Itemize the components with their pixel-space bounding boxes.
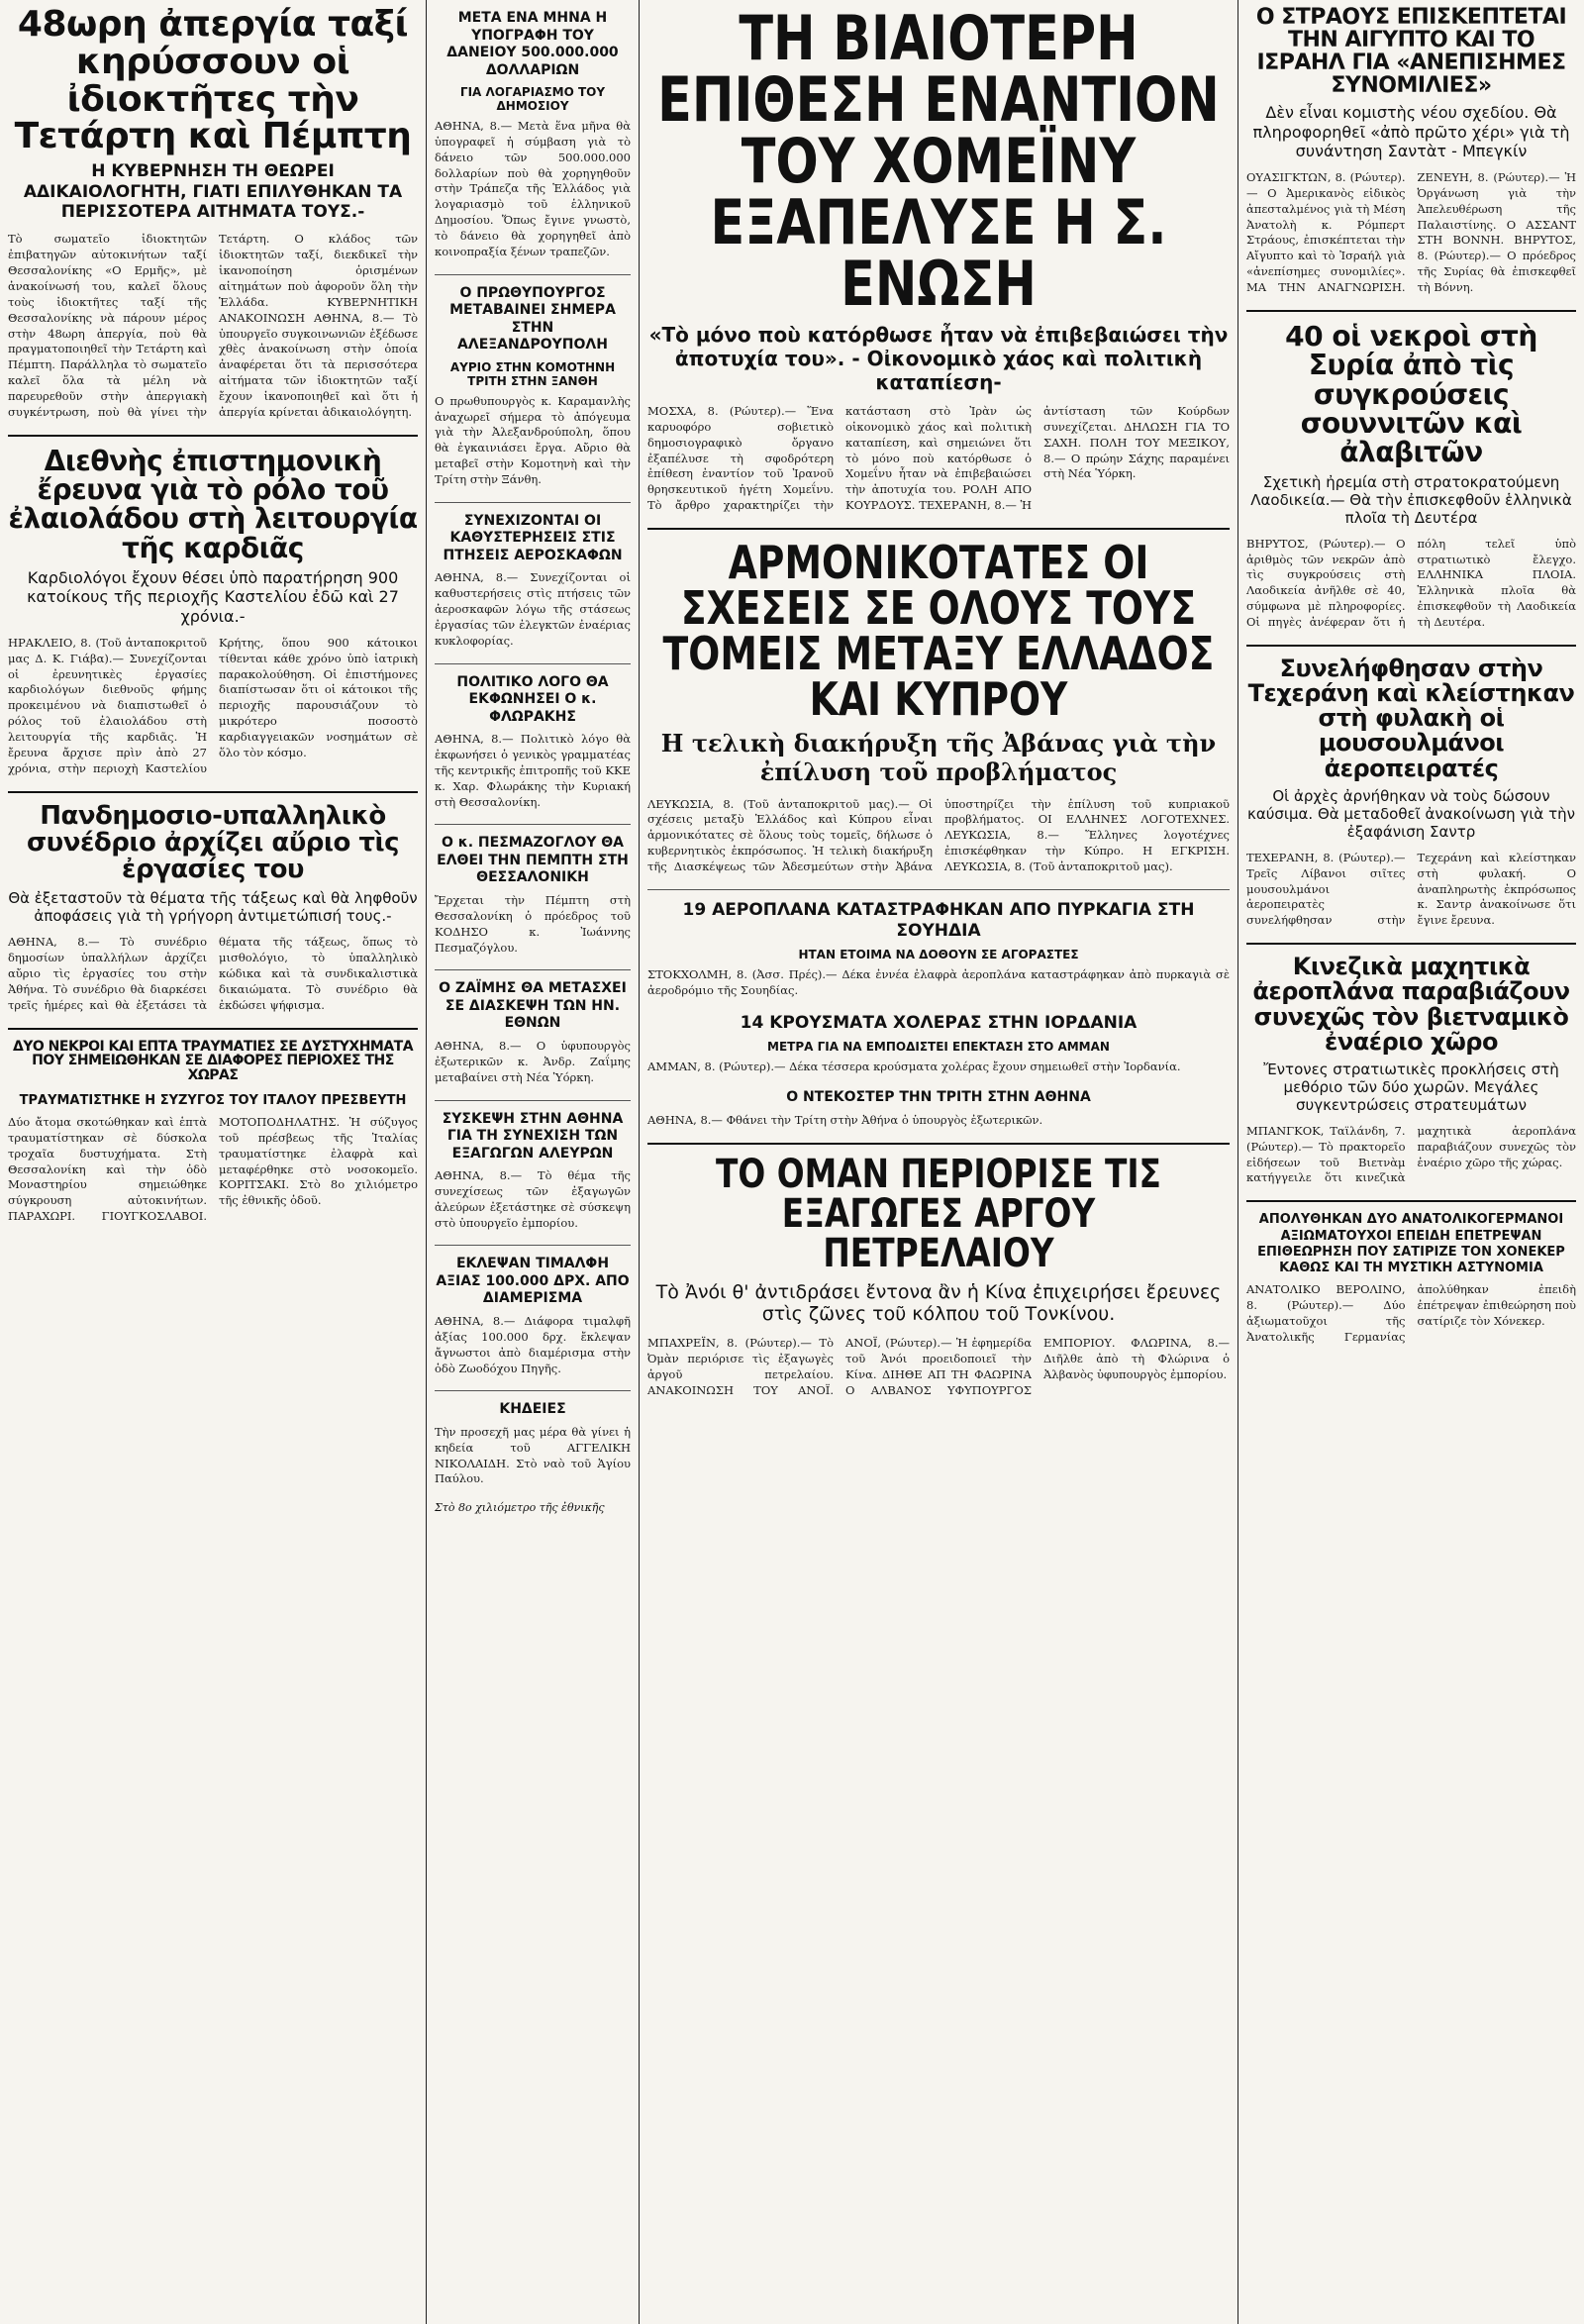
funerals-article	[435, 1401, 631, 1487]
strauss-body: ΟΥΑΣΙΓΚΤΩΝ, 8. (Ρώυτερ).— Ο Ἀμερικανὸς εἰδικὸς ἀπεσταλμένος γιὰ τὴ Μέση Ἀνατολὴ κ. Ρόμπερτ Στράους, ἐπισκέπτεται τὴν Αἴγυπτο καὶ τὸ Ἰσραήλ γιὰ «ἀνεπίσημες συνομιλίες». ΜΑ ΤΗΝ ΑΝΑΓΝΩΡΙΣΗ. ΖΕΝΕΥΗ, 8. (Ρώυτερ).— Ἡ Ὀργάνωση γιὰ τὴν Ἀπελευθέρωση τῆς Παλαιστίνης. Ο ΑΣΣΑΝΤ ΣΤΗ ΒΟΝΝΗ. ΒΗΡΥΤΟΣ, 8. (Ρώυτερ).— Ο πρόεδρος τῆς Συρίας θὰ ἐπισκεφθεῖ τὴ Βόννη.	[1246, 169, 1576, 294]
divider	[647, 1143, 1230, 1145]
nekoster-body: ΑΘΗΝΑ, 8.— Φθάνει τὴν Τρίτη στὴν Ἀθήνα ὁ ὑπουργὸς ἐξωτερικῶν.	[647, 1112, 1043, 1127]
cholera-headline: 14 ΚΡΟΥΣΜΑΤΑ ΧΟΛΕΡΑΣ ΣΤΗΝ ΙΟΡΔΑΝΙΑ	[740, 1013, 1138, 1034]
khomeini-subheadline: «Τὸ μόνο ποὺ κατόρθωσε ἦταν νὰ ἐπιβεβαιώσει τὴν ἀποτυχία του». - Οἰκονομικὸ χάος καὶ πολιτικὴ καταπίεση-	[648, 323, 1229, 394]
taxi-strike-article	[8, 6, 418, 421]
accidents-headline: ΔΥΟ ΝΕΚΡΟΙ ΚΑΙ ΕΠΤΑ ΤΡΑΥΜΑΤΙΕΣ ΣΕ ΔΥΣΤΥΧΗΜΑΤΑ ΠΟΥ ΣΗΜΕΙΩΘΗΚΑΝ ΣΕ ΔΙΑΦΟΡΕΣ ΠΕΡΙΟΧΕΣ ΤΗΣ ΧΩΡΑΣ	[12, 1038, 414, 1084]
aircraft-fire-article	[647, 900, 1230, 999]
pm-headline: Ο ΠΡΩΘΥΠΟΥΡΓΟΣ ΜΕΤΑΒΑΙΝΕΙ ΣΗΜΕΡΑ ΣΤΗΝ ΑΛΕΞΑΝΔΡΟΥΠΟΛΗ	[449, 284, 616, 354]
delays-headline: ΣΥΝΕΧΙΖΟΝΤΑΙ ΟΙ ΚΑΘΥΣΤΕΡΗΣΕΙΣ ΣΤΙΣ ΠΤΗΣΕΙΣ ΑΕΡΟΣΚΑΦΩΝ	[443, 512, 623, 563]
cholera-body: ΑΜΜΑΝ, 8. (Ρώυτερ).— Δέκα τέσσερα κρούσματα χολέρας ἔχουν σημειωθεῖ στὴν Ἰορδανία.	[647, 1060, 1181, 1074]
pm-article	[435, 285, 631, 488]
congress-subheadline: Θὰ ἐξεταστοῦν τὰ θέματα τῆς τάξεως καὶ θὰ ληφθοῦν ἀποφάσεις γιὰ τὴ γρήγορη ἀντιμετώπισή τους.-	[8, 889, 418, 926]
political-body: ΑΘΗΝΑ, 8.— Πολιτικὸ λόγο θὰ ἐκφωνήσει ὁ γενικὸς γραμματέας τῆς κεντρικῆς ἐπιτροπῆς τοῦ ΚΚΕ κ. Χαρ. Φλωράκης τὴν Κυριακή στὴ Θεσσαλονίκη.	[435, 732, 631, 809]
flour-article	[435, 1111, 631, 1232]
cyprus-subheadline: Η τελικὴ διακήρυξη τῆς Ἀβάνας γιὰ τὴν ἐπίλυση τοῦ προβλήματος	[660, 729, 1217, 786]
pm-body: Ο πρωθυπουργὸς κ. Καραμανλὴς ἀναχωρεῖ σήμερα τὸ ἀπόγευμα γιὰ τὴν Ἀλεξανδρούπολη, ὅπου θὰ ἐγκαινιάσει ἔργα. Αὔριο θὰ μεταβεῖ στὴν Κομοτηνὴ καὶ τὴν Τρίτη στὴν Ξάνθη.	[435, 393, 631, 487]
taxi-strike-subheadline: Η ΚΥΒΕΡΝΗΣΗ ΤΗ ΘΕΩΡΕΙ ΑΔΙΚΑΙΟΛΟΓΗΤΗ, ΓΙΑΤΙ ΕΠΙΛΥΘΗΚΑΝ ΤΑ ΠΕΡΙΣΣΟΤΕΡΑ ΑΙΤΗΜΑΤΑ ΤΟΥΣ.-	[23, 161, 403, 222]
peshmazoglou-article	[435, 835, 631, 956]
chinese-jets-subheadline: Ἔντονες στρατιωτικὲς προκλήσεις στὴ μεθόριο τῶν δύο χωρῶν. Μεγάλες συγκεντρώσεις στρατευμάτων	[1263, 1060, 1559, 1114]
khomeini-headline: ΤΗ ΒΙΑΙΟΤΕΡΗ ΕΠΙΘΕΣΗ ΕΝΑΝΤΙΟΝ ΤΟΥ ΧΟΜΕΪΝΥ ΕΞΑΠΕΛΥΣΕ Η Σ. ΕΝΩΣΗ	[657, 2, 1220, 320]
olive-oil-headline: Διεθνὴς ἐπιστημονικὴ ἔρευνα γιὰ τὸ ρόλο τοῦ ἐλαιολάδου στὴ λειτουργία τῆς καρδιᾶς	[8, 444, 418, 564]
divider	[1246, 645, 1576, 647]
divider	[435, 663, 631, 664]
aircraft-fire-body: ΣΤΟΚΧΟΛΜΗ, 8. (Ἀσσ. Πρές).— Δέκα ἐννέα ἐλαφρὰ ἀεροπλάνα καταστράφηκαν ἀπὸ πυρκαγιὰ σὲ ἀεροδρόμιο τῆς Σουηδίας.	[647, 967, 1230, 998]
hijackers-headline: Συνελήφθησαν στὴν Τεχεράνη καὶ κλείστηκαν στὴ φυλακὴ οἱ μουσουλμάνοι ἀεροπειρατές	[1247, 654, 1575, 782]
chinese-jets-headline: Κινεζικὰ μαχητικὰ ἀεροπλάνα παραβιάζουν συνεχῶς τὸν βιετναμικὸ ἐναέριο χῶρο	[1252, 953, 1570, 1056]
accidents-article	[8, 1040, 418, 1225]
column-4	[1238, 0, 1584, 2324]
divider	[1246, 943, 1576, 945]
olive-oil-body: ΗΡΑΚΛΕΙΟ, 8. (Τοῦ ἀνταποκριτοῦ μας Δ. Κ. Γιάβα).— Συνεχίζονται οἱ ἐρευνητικὲς ἐργασίες καρδιολόγων διεθνοῦς φήμης προκειμένου νὰ διαπιστωθεῖ ὁ ρόλος τοῦ ἐλαιολάδου στὴ λειτουργία τῆς καρδιᾶς. Ἡ ἔρευνα ἄρχισε πρὶν ἀπὸ 27 χρόνια, στὴν περιοχὴ Καστελίου Κρήτης, ὅπου 900 κάτοικοι τίθενται κάθε χρόνο ὑπὸ ἰατρικὴ παρακολούθηση. Οἱ ἐπιστήμονες διαπίστωσαν ὅτι οἱ κάτοικοι τῆς περιοχῆς παρουσιάζουν τὸ μικρότερο ποσοστὸ καρδιαγγειακῶν νοσημάτων σὲ ὅλο τὸν κόσμο.	[8, 635, 418, 775]
theft-article	[435, 1256, 631, 1376]
east-german-body: ΑΝΑΤΟΛΙΚΟ ΒΕΡΟΛΙΝΟ, 8. (Ρώυτερ).— Δύο ἀξιωματοῦχοι τῆς Ἀνατολικῆς Γερμανίας ἀπολύθηκαν ἐπειδὴ ἐπέτρεψαν ἐπιθεώρηση ποὺ σατίριζε τὸν Χόνεκερ.	[1246, 1282, 1576, 1344]
divider	[435, 274, 631, 275]
divider	[8, 1028, 418, 1030]
delays-article	[435, 513, 631, 650]
nekoster-headline: Ο ΝΤΕΚΟΣΤΕΡ ΤΗΝ ΤΡΙΤΗ ΣΤΗΝ ΑΘΗΝΑ	[786, 1089, 1091, 1106]
loan-article	[435, 10, 631, 260]
olive-oil-subheadline: Καρδιολόγοι ἔχουν θέσει ὑπὸ παρατήρηση 900 κατοίκους τῆς περιοχῆς Καστελίου ἐδῶ καὶ 27 χρόνια.-	[27, 568, 399, 626]
zaimis-body: ΑΘΗΝΑ, 8.— Ο ὑφυπουργὸς ἐξωτερικῶν κ. Ἀνδρ. Ζαΐμης μεταβαίνει στὴ Νέα Ὑόρκη.	[435, 1038, 631, 1084]
zaimis-article	[435, 980, 631, 1085]
peshmazoglou-headline: Ο κ. ΠΕΣΜΑΖΟΓΛΟΥ ΘΑ ΕΛΘΕΙ ΤΗΝ ΠΕΜΠΤΗ ΣΤΗ ΘΕΣΣΑΛΟΝΙΚΗ	[437, 835, 629, 886]
aircraft-fire-subheadline: ΗΤΑΝ ΕΤΟΙΜΑ ΝΑ ΔΟΘΟΥΝ ΣΕ ΑΓΟΡΑΣΤΕΣ	[798, 948, 1079, 962]
syria-body: ΒΗΡΥΤΟΣ, (Ρώυτερ).— Ο ἀριθμὸς τῶν νεκρῶν ἀπὸ τὶς συγκρούσεις στὴ Λαοδικεία ἀνῆλθε σὲ 40, σύμφωνα μὲ πληροφορίες. Οἱ πηγὲς ἀνέφεραν ὅτι ἡ πόλη τελεῖ ὑπὸ στρατιωτικὸ ἔλεγχο. ΕΛΛΗΝΙΚΑ ΠΛΟΙΑ. Ἑλληνικὰ πλοῖα θὰ ἐπισκεφθοῦν τὴ Λαοδικεία τὴ Δευτέρα.	[1246, 536, 1576, 630]
strauss-article	[1246, 6, 1576, 296]
theft-headline: ΕΚΛΕΨΑΝ ΤΙΜΑΛΦΗ ΑΞΙΑΣ 100.000 ΔΡΧ. ΑΠΟ ΔΙΑΜΕΡΙΣΜΑ	[436, 1256, 630, 1307]
column-3	[639, 0, 1238, 2324]
cholera-article	[647, 1013, 1230, 1075]
column-1	[0, 0, 426, 2324]
accidents-subheadline: ΤΡΑΥΜΑΤΙΣΤΗΚΕ Η ΣΥΖΥΓΟΣ ΤΟΥ ΙΤΑΛΟΥ ΠΡΕΣΒΕΥΤΗ	[19, 1092, 407, 1108]
funerals-headline: ΚΗΔΕΙΕΣ	[499, 1401, 566, 1418]
delays-body: ΑΘΗΝΑ, 8.— Συνεχίζονται οἱ καθυστερήσεις στὶς πτήσεις τῶν ἀεροσκαφῶν λόγω τῆς στάσεως ἐργασίας τῶν ἐλεγκτῶν ἐναέριας κυκλοφορίας.	[435, 570, 631, 648]
loan-body: ΑΘΗΝΑ, 8.— Μετὰ ἕνα μῆνα θὰ ὑπογραφεῖ ἡ σύμβαση γιὰ τὸ δάνειο τῶν 500.000.000 δολλαρίων ποὺ θὰ χορηγηθοῦν στὴν Τράπεζα τῆς Ἑλλάδος γιὰ λογαριασμὸ τοῦ ἑλληνικοῦ Δημοσίου. Ὅπως ἔγινε γνωστὸ, τὸ δάνειο θὰ χορηγηθεῖ ἀπὸ κοινοπραξία ξένων τραπεζῶν.	[435, 119, 631, 258]
accidents-body: Δύο ἄτομα σκοτώθηκαν καὶ ἑπτὰ τραυματίστηκαν σὲ δύσκολα τροχαῖα δυστυχήματα. Στὴ Θεσσαλονίκη καὶ τὴν ὁδὸ Μοναστηρίου σημειώθηκε σύγκρουση αὐτοκινήτων. ΠΑΡΑΧΩΡΙ. ΓΙΟΥΓΚΟΣΛΑΒΟΙ. ΜΟΤΟΠΟΔΗΛΑΤΗΣ. Ἡ σύζυγος τοῦ πρέσβεως τῆς Ἰταλίας τραυματίστηκε ἐλαφρὰ καὶ μεταφέρθηκε στὸ νοσοκομεῖο. ΚΟΡΙΤΣΑΚΙ. Στὸ 8ο χιλιόμετρο τῆς ἐθνικῆς ὁδοῦ.	[8, 1115, 418, 1224]
loan-headline: ΜΕΤΑ ΕΝΑ ΜΗΝΑ Η ΥΠΟΓΡΑΦΗ ΤΟΥ ΔΑΝΕΙΟΥ 500.000.000 ΔΟΛΛΑΡΙΩΝ	[446, 10, 619, 78]
khomeini-article	[647, 2, 1230, 514]
theft-body: ΑΘΗΝΑ, 8.— Διάφορα τιμαλφῆ ἀξίας 100.000 δρχ. ἔκλεψαν ἄγνωστοι ἀπὸ διαμέρισμα στὴν ὁδὸ Ζωοδόχου Πηγῆς.	[435, 1313, 631, 1375]
cyprus-headline: ΑΡΜΟΝΙΚΟΤΑΤΕΣ ΟΙ ΣΧΕΣΕΙΣ ΣΕ ΟΛΟΥΣ ΤΟΥΣ ΤΟΜΕΙΣ ΜΕΤΑΞΥ ΕΛΛΑΔΟΣ ΚΑΙ ΚΥΠΡΟΥ	[662, 536, 1215, 727]
hijackers-body: ΤΕΧΕΡΑΝΗ, 8. (Ρώυτερ).— Τρεῖς Λίβανοι σιῖτες μουσουλμάνοι ἀεροπειρατὲς συνελήφθησαν στὴν Τεχεράνη καὶ κλείστηκαν στὴ φυλακή. Ο ἀναπληρωτὴς ἐκπρόσωπος κ. Σαντρ ἀνακοίνωσε ὅτι ἔγινε ἔρευνα.	[1246, 850, 1576, 928]
congress-headline: Πανδημοσιο-υπαλληλικὸ συνέδριο ἀρχίζει αὔριο τὶς ἐργασίες του	[26, 800, 400, 885]
flour-headline: ΣΥΣΚΕΨΗ ΣΤΗΝ ΑΘΗΝΑ ΓΙΑ ΤΗ ΣΥΝΕΧΙΣΗ ΤΩΝ ΕΞΑΓΩΓΩΝ ΑΛΕΥΡΩΝ	[442, 1110, 624, 1162]
divider	[647, 889, 1230, 890]
hijackers-article	[1246, 654, 1576, 929]
column-footer: Στὸ 8ο χιλιόμετρο τῆς ἐθνικῆς	[435, 1501, 605, 1515]
strauss-headline: Ο ΣΤΡΑΟΥΣ ΕΠΙΣΚΕΠΤΕΤΑΙ ΤΗΝ ΑΙΓΥΠΤΟ ΚΑΙ ΤΟ ΙΣΡΑΗΛ ΓΙΑ «ΑΝΕΠΙΣΗΜΕΣ ΣΥΝΟΜΙΛΙΕΣ»	[1255, 5, 1567, 99]
strauss-subheadline: Δὲν εἶναι κομιστὴς νέου σχεδίου. Θὰ πληροφορηθεῖ «ἀπὸ πρῶτο χέρι» γιὰ τὴ συνάντηση Σαντὰτ - Μπεγκίν	[1252, 103, 1570, 160]
loan-subheadline: ΓΙΑ ΛΟΓΑΡΙΑΣΜΟ ΤΟΥ ΔΗΜΟΣΙΟΥ	[459, 85, 606, 113]
divider	[1246, 1200, 1576, 1202]
divider	[435, 1100, 631, 1101]
khomeini-body: ΜΟΣΧΑ, 8. (Ρώυτερ).— Ἕνα καρυοφόρο σοβιετικὸ δημοσιογραφικὸ ὄργανο ἐξαπέλυσε τὴ σφοδρότερη ἐπίθεση ἐναντίον τοῦ Ἰρανοῦ θρησκευτικοῦ ἡγέτη Χομεΐνυ. Τὸ ἄρθρο χαρακτηρίζει τὴν κατάσταση στὸ Ἰρὰν ὡς οἰκονομικὸ χάος καὶ πολιτικὴ καταπίεση, καὶ σημειώνει ὅτι τὸ μόνο ποὺ κατόρθωσε ὁ Χομεΐνυ ἦταν νὰ ἐπιβεβαιώσει τὴν ἀποτυχία του. ΡΟΛΗ ΑΠΟ ΚΟΥΡΔΟΥΣ. ΤΕΧΕΡΑΝΗ, 8.— Ἡ ἀντίσταση τῶν Κούρδων συνεχίζεται. ΔΗΛΩΣΗ ΓΙΑ ΤΟ ΣΑΧΗ. ΠΟΛΗ ΤΟΥ ΜΕΞΙΚΟΥ, 8.— Ο πρώην Σάχης παραμένει στὴ Νέα Ὑόρκη.	[647, 404, 1230, 513]
taxi-strike-headline: 48ωρη ἀπεργία ταξί κηρύσσουν οἱ ἰδιοκτῆτες τὴν Τετάρτη καὶ Πέμπτη	[14, 4, 412, 157]
political-article	[435, 674, 631, 811]
divider	[435, 824, 631, 825]
taxi-strike-body: Τὸ σωματεῖο ἰδιοκτητῶν ἐπιβατηγῶν αὐτοκινήτων ταξί Θεσσαλονίκης «Ο Ερμῆς», μὲ ἀνακοίνωσή του, καλεῖ ὅλους τοὺς ἰδιοκτῆτες ταξί τῆς Θεσσαλονίκης νὰ πάρουν μέρος στὴν 48ωρη ἀπεργία, ποὺ θὰ πραγματοποιηθεῖ τὴν Τετάρτη καὶ Πέμπτη. Παράλληλα τὸ σωματεῖο καλεῖ ὅλα τὰ μέλη νὰ παρευρεθοῦν στὴν ἀπεργιακὴ συγκέντρωση, ποὺ θὰ γίνει τὴν Τετάρτη. Ο κλάδος τῶν ἰδιοκτητῶν ταξί, διεκδικεῖ τὴν ἱκανοποίηση ὁρισμένων αἰτημάτων ποὺ ἀφοροῦν ὅλη τὴν Ἑλλάδα. ΚΥΒΕΡΝΗΤΙΚΗ ΑΝΑΚΟΙΝΩΣΗ ΑΘΗΝΑ, 8.— Τὸ ὑπουργεῖο συγκοινωνιῶν ἐξέδωσε χθὲς ἀνακοίνωση στὴν ὁποία ἀναφέρεται ὅτι τὰ περισσότερα αἰτήματα τῶν ἰδιοκτητῶν ταξί ἔχουν ἱκανοποιηθεῖ καὶ ὅτι ἡ ἀπεργία κρίνεται ἀδικαιολόγητη.	[8, 232, 418, 419]
oman-article	[647, 1151, 1230, 1399]
cyprus-article	[647, 536, 1230, 875]
east-german-article	[1246, 1212, 1576, 1345]
hijackers-subheadline: Οἱ ἀρχὲς ἀρνήθηκαν νὰ τοὺς δώσουν καύσιμα. Θὰ μεταδοθεῖ ἀνακοίνωση γιὰ τὴν ἐξαφάνιση Σαντρ	[1247, 786, 1575, 841]
political-headline: ΠΟΛΙΤΙΚΟ ΛΟΓΟ ΘΑ ΕΚΦΩΝΗΣΕΙ Ο κ. ΦΛΩΡΑΚΗΣ	[456, 673, 609, 725]
syria-headline: 40 οἱ νεκροὶ στὴ Συρία ἀπὸ τὶς συγκρούσεις σουννιτῶν καὶ ἀλαβιτῶν	[1285, 319, 1537, 469]
cholera-subheadline: ΜΕΤΡΑ ΓΙΑ ΝΑ ΕΜΠΟΔΙΣΤΕΙ ΕΠΕΚΤΑΣΗ ΣΤΟ ΑΜΜΑΝ	[767, 1040, 1110, 1055]
syria-article	[1246, 319, 1576, 631]
congress-article	[8, 800, 418, 1014]
zaimis-headline: Ο ΖΑΪΜΗΣ ΘΑ ΜΕΤΑΣΧΕΙ ΣΕ ΔΙΑΣΚΕΨΗ ΤΩΝ ΗΝ. ΕΘΝΩΝ	[439, 980, 627, 1032]
oman-subheadline: Τὸ Ἀνόι θ' ἀντιδράσει ἔντονα ἂν ἡ Κίνα ἐπιχειρήσει ἔρευνες στὶς ζῶνες τοῦ κόλπου τοῦ Τονκίνου.	[655, 1280, 1222, 1326]
divider	[435, 969, 631, 970]
aircraft-fire-headline: 19 ΑΕΡΟΠΛΑΝΑ ΚΑΤΑΣΤΡΑΦΗΚΑΝ ΑΠΟ ΠΥΡΚΑΓΙΑ ΣΤΗ ΣΟΥΗΔΙΑ	[682, 899, 1195, 942]
divider	[8, 435, 418, 437]
congress-body: ΑΘΗΝΑ, 8.— Τὸ συνέδριο δημοσίων ὑπαλλήλων ἀρχίζει αὔριο τὶς ἐργασίες του στὴν Ἀθήνα. Τὸ συνέδριο θὰ διαρκέσει τρεῖς ἡμέρες καὶ θὰ ἐξετάσει τὰ θέματα τῆς τάξεως, ὅπως τὸ μισθολόγιο, τὸ ὑπαλληλικὸ κώδικα καὶ τὰ συνδικαλιστικὰ δικαιώματα. Τὸ συνέδριο θὰ ἐκδώσει ψήφισμα.	[8, 935, 418, 1012]
chinese-jets-article	[1246, 955, 1576, 1186]
nekoster-article	[647, 1089, 1230, 1128]
pm-subheadline: ΑΥΡΙΟ ΣΤΗΝ ΚΟΜΟΤΗΝΗ ΤΡΙΤΗ ΣΤΗΝ ΞΑΝΘΗ	[449, 359, 616, 388]
cyprus-body: ΛΕΥΚΩΣΙΑ, 8. (Τοῦ ἀνταποκριτοῦ μας).— Οἱ σχέσεις μεταξὺ Ἑλλάδος καὶ Κύπρου εἶναι ἁρμονικότατες σὲ ὅλους τοὺς τομεῖς, δήλωσε ὁ κυβερνητικὸς ἐκπρόσωπος. Ἡ τελικὴ διακήρυξη τῆς Διασκέψεως τῶν Ἀδεσμεύτων στὴν Ἀβάνα ὑποστηρίζει τὴν ἐπίλυση τοῦ κυπριακοῦ προβλήματος. ΟΙ ΕΛΛΗΝΕΣ ΛΟΓΟΤΕΧΝΕΣ. ΛΕΥΚΩΣΙΑ, 8.— Ἕλληνες λογοτέχνες ἐπισκέφθηκαν τὴν Κύπρο. Η ΕΓΚΡΙΣΗ. ΛΕΥΚΩΣΙΑ, 8. (Τοῦ ἀνταποκριτοῦ μας).	[647, 796, 1230, 874]
syria-subheadline: Σχετικὴ ἠρεμία στὴ στρατοκρατούμενη Λαοδικεία.— Θὰ τὴν ἐπισκεφθοῦν ἑλληνικὰ πλοῖα τὴ Δευτέρα	[1250, 472, 1572, 527]
funerals-body: Τὴν προσεχῆ μας μέρα θὰ γίνει ἡ κηδεία τοῦ ΑΓΓΕΛΙΚΗ ΝΙΚΟΛΑΙΔΗ. Στὸ ναὸ τοῦ Ἁγίου Παύλου.	[435, 1424, 631, 1486]
east-german-headline: ΑΠΟΛΥΘΗΚΑΝ ΔΥΟ ΑΝΑΤΟΛΙΚΟΓΕΡΜΑΝΟΙ ΑΞΙΩΜΑΤΟΥΧΟΙ ΕΠΕΙΔΗ ΕΠΕΤΡΕΨΑΝ ΕΠΙΘΕΩΡΗΣΗ ΠΟΥ ΣΑΤΙΡΙΖΕ ΤΟΝ ΧΟΝΕΚΕΡ ΚΑΘΩΣ ΚΑΙ ΤΗ ΜΥΣΤΙΚΗ ΑΣΤΥΝΟΜΙΑ	[1257, 1212, 1565, 1276]
flour-body: ΑΘΗΝΑ, 8.— Τὸ θέμα τῆς συνεχίσεως τῶν ἐξαγωγῶν ἀλεύρων ἐξετάστηκε σὲ σύσκεψη στὸ ὑπουργεῖο ἐμπορίου.	[435, 1168, 631, 1230]
column-2	[426, 0, 639, 2324]
divider	[435, 1245, 631, 1246]
oman-body: ΜΠΑΧΡΕΪΝ, 8. (Ρώυτερ).— Τὸ Ὀμὰν περιόρισε τὶς ἐξαγωγὲς ἀργοῦ πετρελαίου. ΑΝΑΚΟΙΝΩΣΗ ΤΟΥ ΑΝΟΪ. ΑΝΟΪ, (Ρώυτερ).— Ἡ ἐφημερίδα τοῦ Ἀνόι προειδοποιεῖ τὴν Κίνα. ΔΙΗΘΕ ΑΠ ΤΗ ΦΑΩΡΙΝΑ Ο ΑΛΒΑΝΟΣ ΥΦΥΠΟΥΡΓΟΣ ΕΜΠΟΡΙΟΥ. ΦΛΩΡΙΝΑ, 8.— Διῆλθε ἀπὸ τὴ Φλώρινα ὁ Ἀλβανὸς ὑφυπουργὸς ἐμπορίου.	[647, 1336, 1230, 1397]
divider	[1246, 310, 1576, 312]
divider	[8, 791, 418, 793]
olive-oil-article	[8, 444, 418, 777]
peshmazoglou-body: Ἔρχεται τὴν Πέμπτη στὴ Θεσσαλονίκη ὁ πρόεδρος τοῦ ΚΟΔΗΣΟ κ. Ἰωάννης Πεσμαζόγλου.	[435, 892, 631, 955]
chinese-jets-body: ΜΠΑΝΓΚΟΚ, Ταϊλάνδη, 7. (Ρώυτερ).— Τὸ πρακτορεῖο εἰδήσεων τοῦ Βιετνὰμ κατήγγειλε ὅτι κινεζικὰ μαχητικὰ ἀεροπλάνα παραβιάζουν συνεχῶς τὸν ἐναέριο χῶρο τῆς χώρας.	[1246, 1123, 1576, 1185]
divider	[647, 528, 1230, 530]
divider	[435, 502, 631, 503]
divider	[435, 1390, 631, 1391]
oman-headline: ΤΟ ΟΜΑΝ ΠΕΡΙΟΡΙΣΕ ΤΙΣ ΕΞΑΓΩΓΕΣ ΑΡΓΟΥ ΠΕΤΡΕΛΑΙΟΥ	[716, 1151, 1161, 1276]
